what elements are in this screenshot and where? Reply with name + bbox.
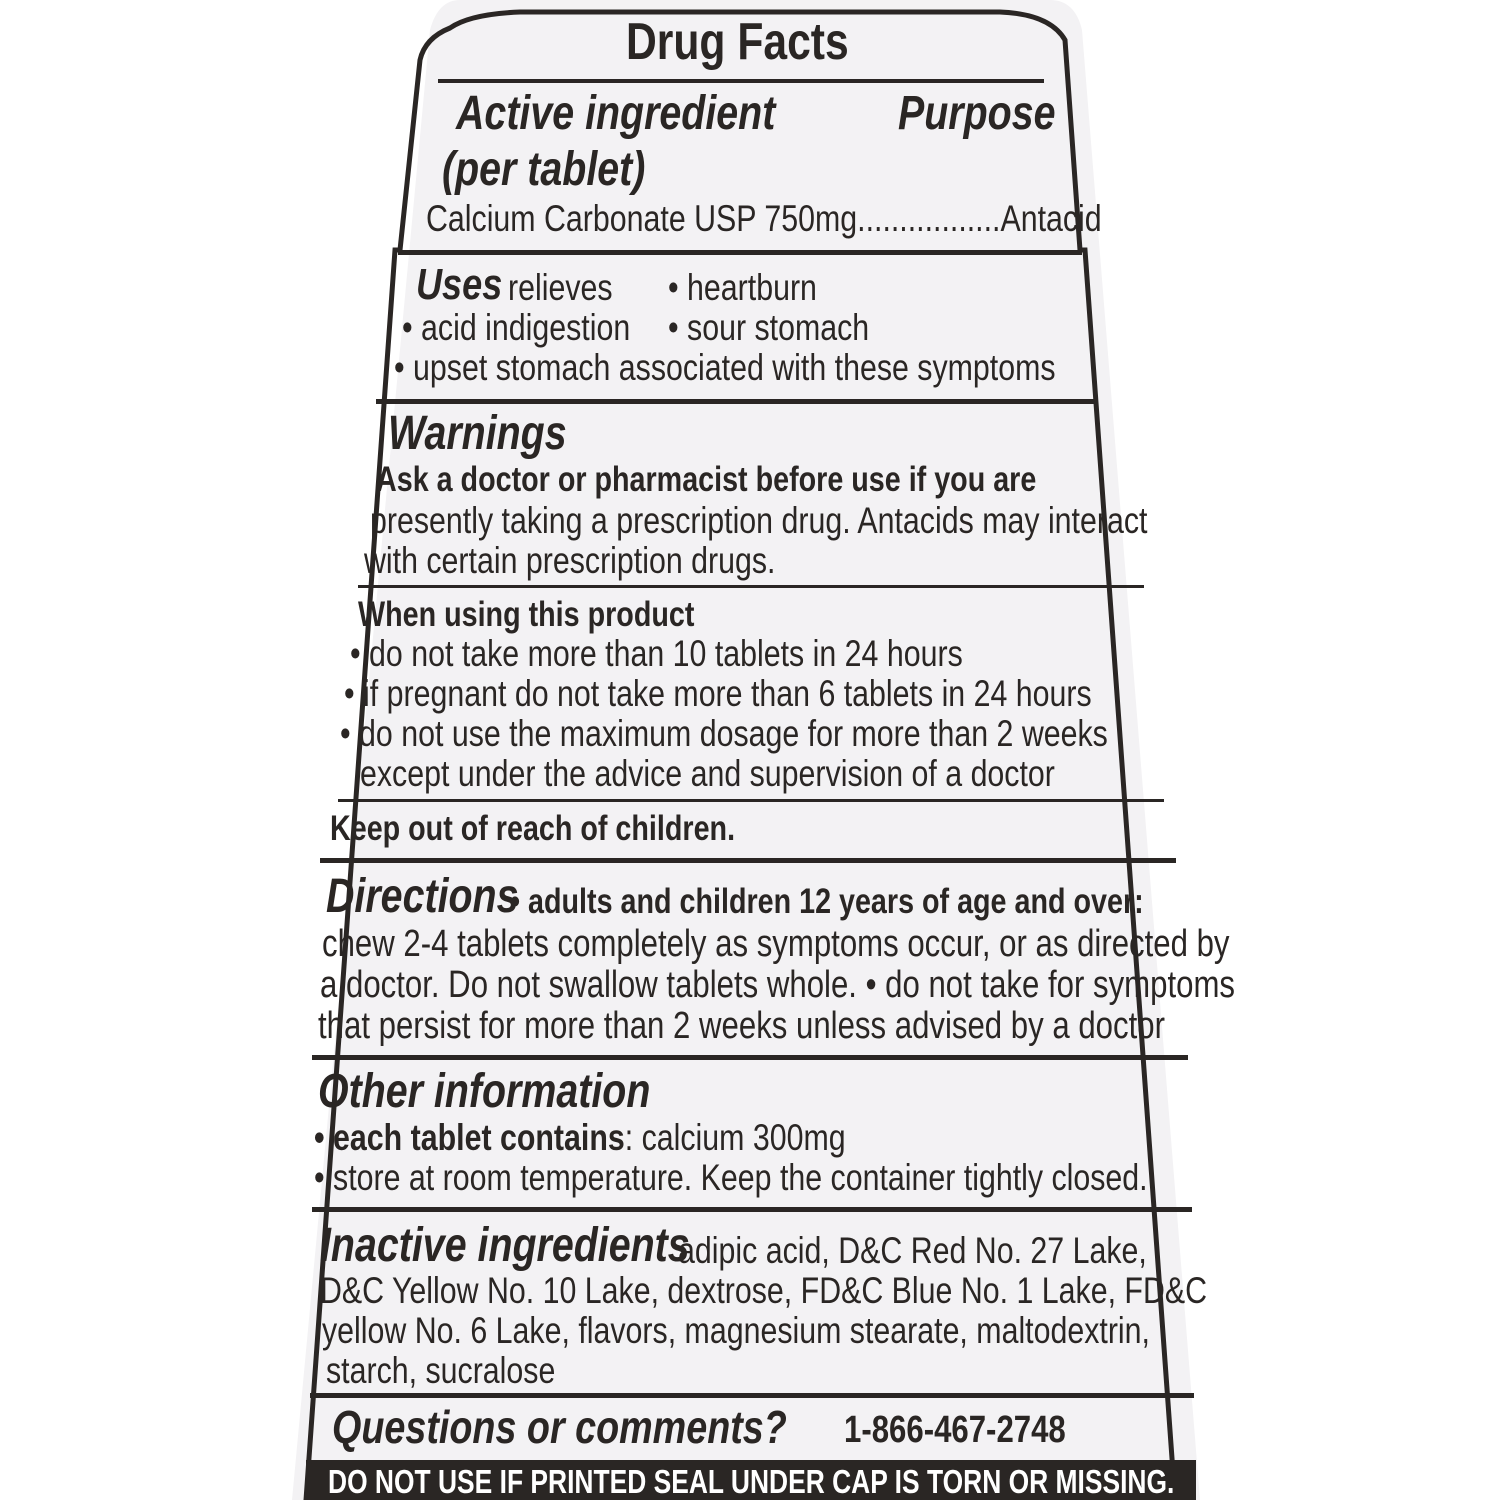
each-tablet-label: • each tablet contains [314,1117,625,1158]
each-tablet-value: : calcium 300mg [624,1117,846,1158]
rule-after-directions [312,1055,1188,1060]
ask-doctor-line: with certain prescription drugs. [364,540,776,581]
questions-heading: Questions or comments? [332,1401,787,1453]
inactive-line: yellow No. 6 Lake, flavors, magnesium stearate, maltodextrin, [322,1310,1150,1351]
rule-after-warnings [320,858,1176,863]
when-using-line: • do not take more than 10 tablets in 24 hours [350,633,963,674]
inactive-ingredients-heading: Inactive ingredients [320,1219,690,1272]
purpose-heading: Purpose [898,87,1056,140]
active-heading-sub: (per tablet) [442,143,646,196]
uses-item: • upset stomach associated with these symptoms [394,347,1056,388]
ask-doctor-heading: Ask a doctor or pharmacist before use if you are [376,460,1037,499]
seal-warning-text: DO NOT USE IF PRINTED SEAL UNDER CAP IS TORN OR MISSING. [328,1463,1175,1500]
inactive-line: adipic acid, D&C Red No. 27 Lake, [678,1230,1147,1271]
when-using-line: • if pregnant do not take more than 6 tablets in 24 hours [344,673,1092,714]
keep-out-of-reach: Keep out of reach of children. [330,809,736,848]
rule-after-when [338,799,1164,802]
rule-after-uses [376,399,1094,404]
uses-heading: Uses [416,260,503,309]
rule-after-active [398,250,1082,255]
inactive-line: starch, sucralose [326,1350,556,1391]
directions-lead: • adults and children 12 years of age and over: [510,882,1144,921]
uses-item: • acid indigestion [402,307,631,348]
rule-after-other [312,1207,1192,1212]
other-info-line [314,1119,846,1156]
when-using-line: except under the advice and supervision of a doctor [360,753,1055,794]
ingredient-line: Calcium Carbonate USP 750mg.................Antacid [426,198,1102,239]
inactive-line: D&C Yellow No. 10 Lake, dextrose, FD&C Blue No. 1 Lake, FD&C [320,1270,1208,1311]
rule-under-title [438,79,1044,83]
directions-line: a doctor. Do not swallow tablets whole. • do not take for symptoms [320,964,1235,1006]
active-heading: Active ingredient [456,87,776,140]
directions-line: chew 2-4 tablets completely as symptoms occur, or as directed by [322,923,1230,965]
rule-after-ask [358,585,1144,588]
warnings-heading: Warnings [388,407,567,460]
drug-facts-title: Drug Facts [626,13,849,71]
uses-intro: relieves [508,267,613,308]
questions-phone: 1-866-467-2748 [844,1409,1066,1451]
ask-doctor-line: presently taking a prescription drug. Antacids may interact [370,500,1148,541]
directions-heading: Directions [326,870,519,923]
uses-item: • heartburn [668,267,817,308]
when-using-line: • do not use the maximum dosage for more than 2 weeks [340,713,1108,754]
directions-line: that persist for more than 2 weeks unless advised by a doctor [318,1005,1165,1047]
other-information-heading: Other information [318,1065,651,1118]
uses-item: • sour stomach [668,307,870,348]
when-using-heading: When using this product [358,595,695,634]
rule-after-inactive [310,1393,1194,1398]
other-info-line: • store at room temperature. Keep the container tightly closed. [314,1157,1148,1198]
